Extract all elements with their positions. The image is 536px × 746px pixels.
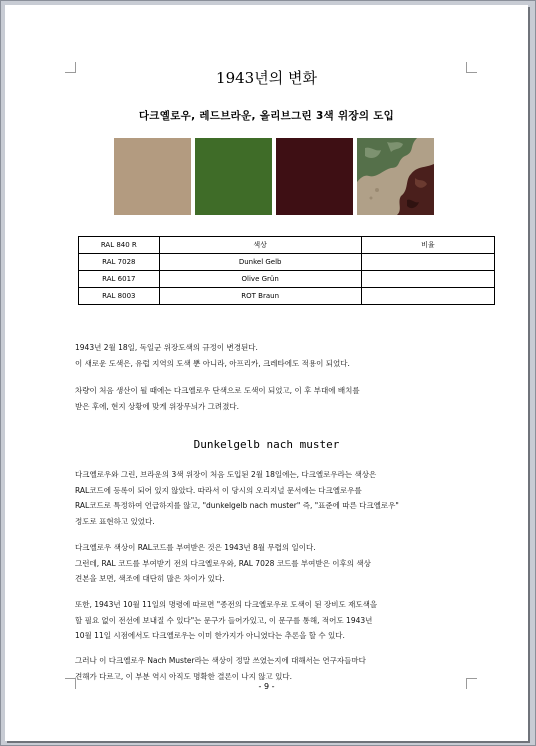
table-cell: Olive Grün [159,271,361,288]
paragraph-2 [75,383,475,414]
swatch-camouflage [357,138,434,215]
table-row [79,288,495,305]
swatch-dunkel-gelb [114,138,191,215]
text-line: RAL코드에 등록이 되어 있지 않았다. 따라서 이 당시의 오리지널 문서에는 다크옐로우를 [75,485,362,495]
text-line: 받은 후에, 현지 상황에 맞게 위장무늬가 그려졌다. [75,401,239,411]
page-subtitle: 다크옐로우, 레드브라운, 올리브그린 3색 위장의 도입 [138,110,395,122]
swatch-rot-braun [276,138,353,215]
table-row [79,254,495,271]
table-cell: RAL 8003 [79,288,160,305]
text-line: 정도로 표현하고 있었다. [75,516,155,526]
table-header: 색상 [159,237,361,254]
color-table [78,236,495,305]
section-heading: Dunkelgelb nach muster [193,438,340,451]
text-line: 차량이 처음 생산이 될 때에는 다크옐로우 단색으로 도색이 되었고, 이 후 부대에 배치를 [75,386,360,395]
page-number: - 9 - [258,682,275,691]
text-line: 견해가 다르고, 이 부분 역시 아직도 명확한 결론이 나지 않고 있다. [75,671,292,681]
table-cell [361,254,494,271]
text-line: 그러나 이 다크옐로우 Nach Muster라는 색상이 정말 쓰였는지에 대해서는 연구자들마다 [75,656,366,665]
table-header-row [79,237,495,254]
table-cell: RAL 6017 [79,271,160,288]
text-line: 10월 11일 시점에서도 다크옐로우는 이미 한가지가 아니였다는 추론을 할 수 있다. [75,631,345,640]
swatch-olive-grun [195,138,272,215]
table-row [79,271,495,288]
paragraph-5 [75,597,475,644]
table-cell [361,288,494,305]
table-header: 비율 [361,237,494,254]
text-line: RAL코드로 특정하여 언급하지를 않고, "dunkelgelb nach muster" 즉, "표준에 따른 다크옐로우" [75,501,399,510]
text-line: 다크옐로우와 그린, 브라운의 3색 위장이 처음 도입된 2월 18일에는, 다크옐로우라는 색상은 [75,470,377,479]
table-cell [361,271,494,288]
text-line: 이 새로운 도색은, 유럽 지역의 도색 뿐 아니라, 아프리카, 크레타에도 적용이 되었다. [75,358,350,368]
text-line: 다크옐로우 색상이 RAL코드를 부여받은 것은 1943년 8월 무렵의 일이다. [75,543,316,552]
text-line: 견본을 보면, 색조에 대단히 많은 차이가 있다. [75,574,225,583]
table-header: RAL 840 R [79,237,160,254]
text-line: 할 필요 없이 전선에 보내질 수 있다"는 문구가 들어가있고, 이 문구를 통해, 적어도 1943년 [75,615,373,625]
paragraph-4 [75,540,475,587]
text-line: 1943년 2월 18일, 독일군 위장도색의 규정이 변경된다. [75,343,258,352]
paragraph-1 [75,340,475,371]
table-cell: RAL 7028 [79,254,160,271]
table-cell: ROT Braun [159,288,361,305]
document-page [5,5,528,741]
table-cell: Dunkel Gelb [159,254,361,271]
page-title: 1943년의 변화 [216,69,317,87]
paragraph-3 [75,467,475,529]
text-line: 또한, 1943년 10월 11일의 명령에 따르면 "종전의 다크옐로우로 도색이 된 장비도 재도색을 [75,600,378,609]
text-line: 그런데, RAL 코드를 부여받기 전의 다크옐로우와, RAL 7028 코드를 부여받은 이후의 색상 [75,558,371,568]
paragraph-6 [75,653,475,684]
